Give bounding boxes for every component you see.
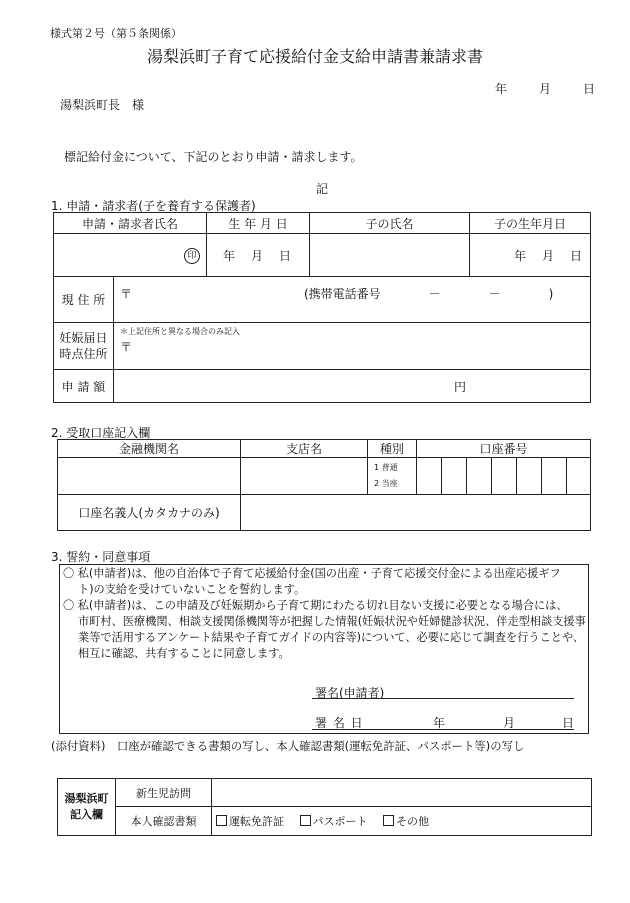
birthdate-cell[interactable] — [207, 234, 310, 277]
sign-date-month: 月 — [503, 716, 516, 730]
preg-address-cell[interactable] — [114, 323, 591, 370]
office-use-table — [57, 778, 592, 836]
account-digit[interactable] — [417, 458, 442, 495]
account-type-cell[interactable] — [368, 458, 417, 495]
bank-table — [57, 439, 591, 531]
section3-heading: 3. 誓約・同意事項 — [51, 550, 151, 564]
header-date-day: 日 — [583, 82, 596, 96]
applicant-table — [53, 212, 591, 403]
birthdate-ymd: 年 月 日 — [223, 248, 294, 263]
pledge-line2: ト)の支給を受けていないことを誓約します。 — [78, 583, 306, 596]
account-holder-cell[interactable] — [241, 495, 591, 531]
address-cell[interactable] — [114, 277, 591, 323]
signature-line[interactable] — [312, 698, 574, 699]
type-checking[interactable]: 2 当座 — [374, 479, 398, 488]
intro-text: 標記給付金について、下記のとおり申請・請求します。 — [64, 150, 363, 164]
seal-icon: 印 — [184, 248, 200, 264]
ki-label: 記 — [316, 182, 329, 196]
consent-line1: 〇 私(申請者)は、この申請及び妊娠期から子育て期にわたる切れ目ない支援に必要となる場合には、 — [63, 599, 568, 612]
account-digit[interactable] — [442, 458, 467, 495]
address-label: 現 住 所 — [54, 277, 114, 323]
page-title: 湯梨浜町子育て応援給付金支給申請書兼請求書 — [146, 47, 483, 66]
consent-text — [63, 566, 586, 662]
type-ordinary[interactable]: 1 普通 — [374, 463, 398, 472]
account-holder-label: 口座名義人(カタカナのみ) — [58, 495, 241, 531]
preg-postal-mark: 〒 — [120, 340, 133, 354]
phone-label: (携帯電話番号 － － ) — [304, 287, 554, 301]
account-digit[interactable] — [467, 458, 492, 495]
id-doc-options — [212, 807, 592, 836]
col-child-birthdate: 子の生年月日 — [470, 213, 591, 234]
account-digit[interactable] — [517, 458, 542, 495]
form-number: 様式第２号（第５条関係） — [50, 27, 182, 40]
checkbox-other[interactable] — [383, 815, 429, 828]
account-digit[interactable] — [567, 458, 591, 495]
amount-label: 申 請 額 — [54, 370, 114, 403]
consent-line3: 業等で活用するアンケート結果や子育てガイドの内容等)について、必要に応じて調査を行うことや、 — [78, 631, 585, 644]
preg-label-line2: 時点住所 — [59, 347, 108, 361]
account-digit[interactable] — [542, 458, 567, 495]
section1-heading: 1. 申請・請求者(子を養育する保護者) — [51, 199, 256, 213]
sign-date-line[interactable] — [312, 729, 574, 730]
other-label: その他 — [396, 815, 429, 828]
sign-date-day: 日 — [562, 716, 575, 730]
col-account-no: 口座番号 — [417, 440, 591, 458]
pledge-line1: 〇 私(申請者)は、他の自治体で子育て応援給付金(国の出産・子育て応援交付金による出産応援ギフ — [63, 567, 561, 580]
header-date-month: 月 — [539, 82, 552, 96]
consent-line2: 市町村、医療機関、相談支援関係機関等が把握した情報(妊娠状況や妊婦健診状況、伴走型相談支援事 — [78, 615, 586, 628]
section2-heading: 2. 受取口座記入欄 — [51, 426, 151, 440]
bank-name-cell[interactable] — [58, 458, 241, 495]
office-label — [58, 779, 116, 836]
col-type: 種別 — [368, 440, 417, 458]
checkbox-passport[interactable] — [300, 815, 368, 828]
col-child-name: 子の氏名 — [310, 213, 470, 234]
addressee: 湯梨浜町長 様 — [60, 98, 145, 112]
checkbox-icon — [383, 815, 394, 826]
office-label-line1: 湯梨浜町 — [64, 792, 109, 805]
sign-date-year: 年 — [433, 716, 446, 730]
amount-cell[interactable] — [114, 370, 591, 403]
signature-label: 署名(申請者) — [315, 686, 385, 700]
newborn-visit-cell[interactable] — [212, 779, 592, 807]
branch-cell[interactable] — [241, 458, 368, 495]
col-applicant-name: 申請・請求者氏名 — [54, 213, 207, 234]
col-birthdate: 生 年 月 日 — [207, 213, 310, 234]
child-name-cell[interactable] — [310, 234, 470, 277]
license-label: 運転免許証 — [229, 815, 284, 828]
preg-address-label — [54, 323, 114, 370]
office-label-line2: 記入欄 — [70, 808, 103, 821]
sign-date-label: 署 名 日 — [315, 716, 364, 730]
checkbox-icon — [300, 815, 311, 826]
account-digit[interactable] — [492, 458, 517, 495]
newborn-visit-label: 新生児訪問 — [116, 779, 212, 807]
col-branch: 支店名 — [241, 440, 368, 458]
preg-label-line1: 妊娠届日 — [59, 331, 108, 345]
yen-label: 円 — [454, 379, 467, 394]
child-birthdate-cell[interactable] — [470, 234, 591, 277]
attachments-note: (添付資料) 口座が確認できる書類の写し、本人確認書類(運転免許証、パスポート等)の写し — [51, 739, 525, 753]
consent-line4: 相互に確認、共有することに同意します。 — [78, 647, 290, 660]
col-bank-name: 金融機関名 — [58, 440, 241, 458]
preg-note: ＊上記住所と異なる場合のみ記入 — [120, 327, 240, 336]
postal-mark: 〒 — [120, 287, 133, 301]
checkbox-license[interactable] — [216, 815, 284, 828]
passport-label: パスポート — [312, 815, 368, 828]
child-birthdate-ymd: 年 月 日 — [514, 248, 585, 263]
header-date-year: 年 — [495, 82, 508, 96]
id-doc-label: 本人確認書類 — [116, 807, 212, 836]
checkbox-icon — [216, 815, 227, 826]
applicant-name-cell[interactable] — [54, 234, 207, 277]
